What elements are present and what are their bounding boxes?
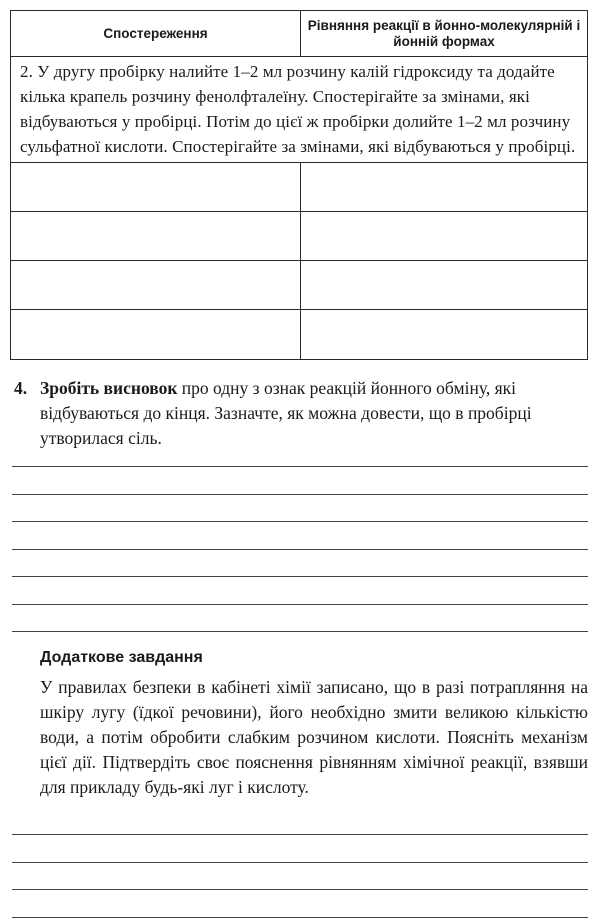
observation-cell[interactable] bbox=[11, 163, 301, 211]
column-header-equations: Рівняння реакції в йонно-молекулярній і йонній формах bbox=[307, 17, 581, 49]
answer-line[interactable] bbox=[12, 549, 588, 550]
extra-task-text: У правилах безпеки в кабінеті хімії записано, що в разі потрапляння на шкіру лугу (їдкої речовини), його необхідно змити великою кількістю води, а потім обробити слабким розчином кислоти. Поясніть механізм цієї дії. Підтвердіть своє пояснення рівнянням хімічної реакції, взявши для прикладу будь-які луг і кислоту. bbox=[40, 677, 588, 797]
answer-line[interactable] bbox=[12, 466, 588, 467]
observation-cell[interactable] bbox=[11, 261, 301, 309]
equation-cell[interactable] bbox=[301, 310, 587, 359]
question-text bbox=[40, 376, 592, 451]
question-number: 4. bbox=[14, 378, 28, 398]
answer-line[interactable] bbox=[12, 631, 588, 632]
task-2-instructions: 2. У другу пробірку налийте 1–2 мл розчину калій гідроксиду та додайте кілька крапель розчину фенолфталеїну. Спостерігайте за змінами, які відбуваються у пробірці. Потім до цієї ж пробірки долийте 1–2 мл розчину сульфатної кислоти. Спостерігайте за змінами, які відбуваються у пробірці. bbox=[11, 57, 587, 163]
question-bold-lead: Зробіть висновок bbox=[40, 378, 178, 398]
equation-cell[interactable] bbox=[301, 261, 587, 309]
column-header-observations: Спостереження bbox=[11, 11, 301, 56]
table-row bbox=[11, 310, 587, 359]
answer-line[interactable] bbox=[12, 604, 588, 605]
table-row bbox=[11, 212, 587, 261]
answer-line[interactable] bbox=[12, 521, 588, 522]
extra-task-title: Додаткове завдання bbox=[40, 649, 203, 666]
question-4 bbox=[14, 376, 592, 451]
table-header bbox=[11, 11, 587, 57]
answer-line[interactable] bbox=[12, 917, 588, 918]
observation-table bbox=[10, 10, 588, 360]
equation-cell[interactable] bbox=[301, 212, 587, 260]
question-body: про одну з ознак реакцій йонного обміну, які відбуваються до кінця. Зазначте, як можна довести, що в пробірці утворилася сіль. bbox=[40, 378, 532, 448]
table-row bbox=[11, 261, 587, 310]
observation-cell[interactable] bbox=[11, 310, 301, 359]
answer-line[interactable] bbox=[12, 494, 588, 495]
answer-line[interactable] bbox=[12, 889, 588, 890]
table-row bbox=[11, 163, 587, 212]
equation-cell[interactable] bbox=[301, 163, 587, 211]
answer-line[interactable] bbox=[12, 576, 588, 577]
answer-line[interactable] bbox=[12, 862, 588, 863]
observation-cell[interactable] bbox=[11, 212, 301, 260]
answer-line[interactable] bbox=[12, 834, 588, 835]
